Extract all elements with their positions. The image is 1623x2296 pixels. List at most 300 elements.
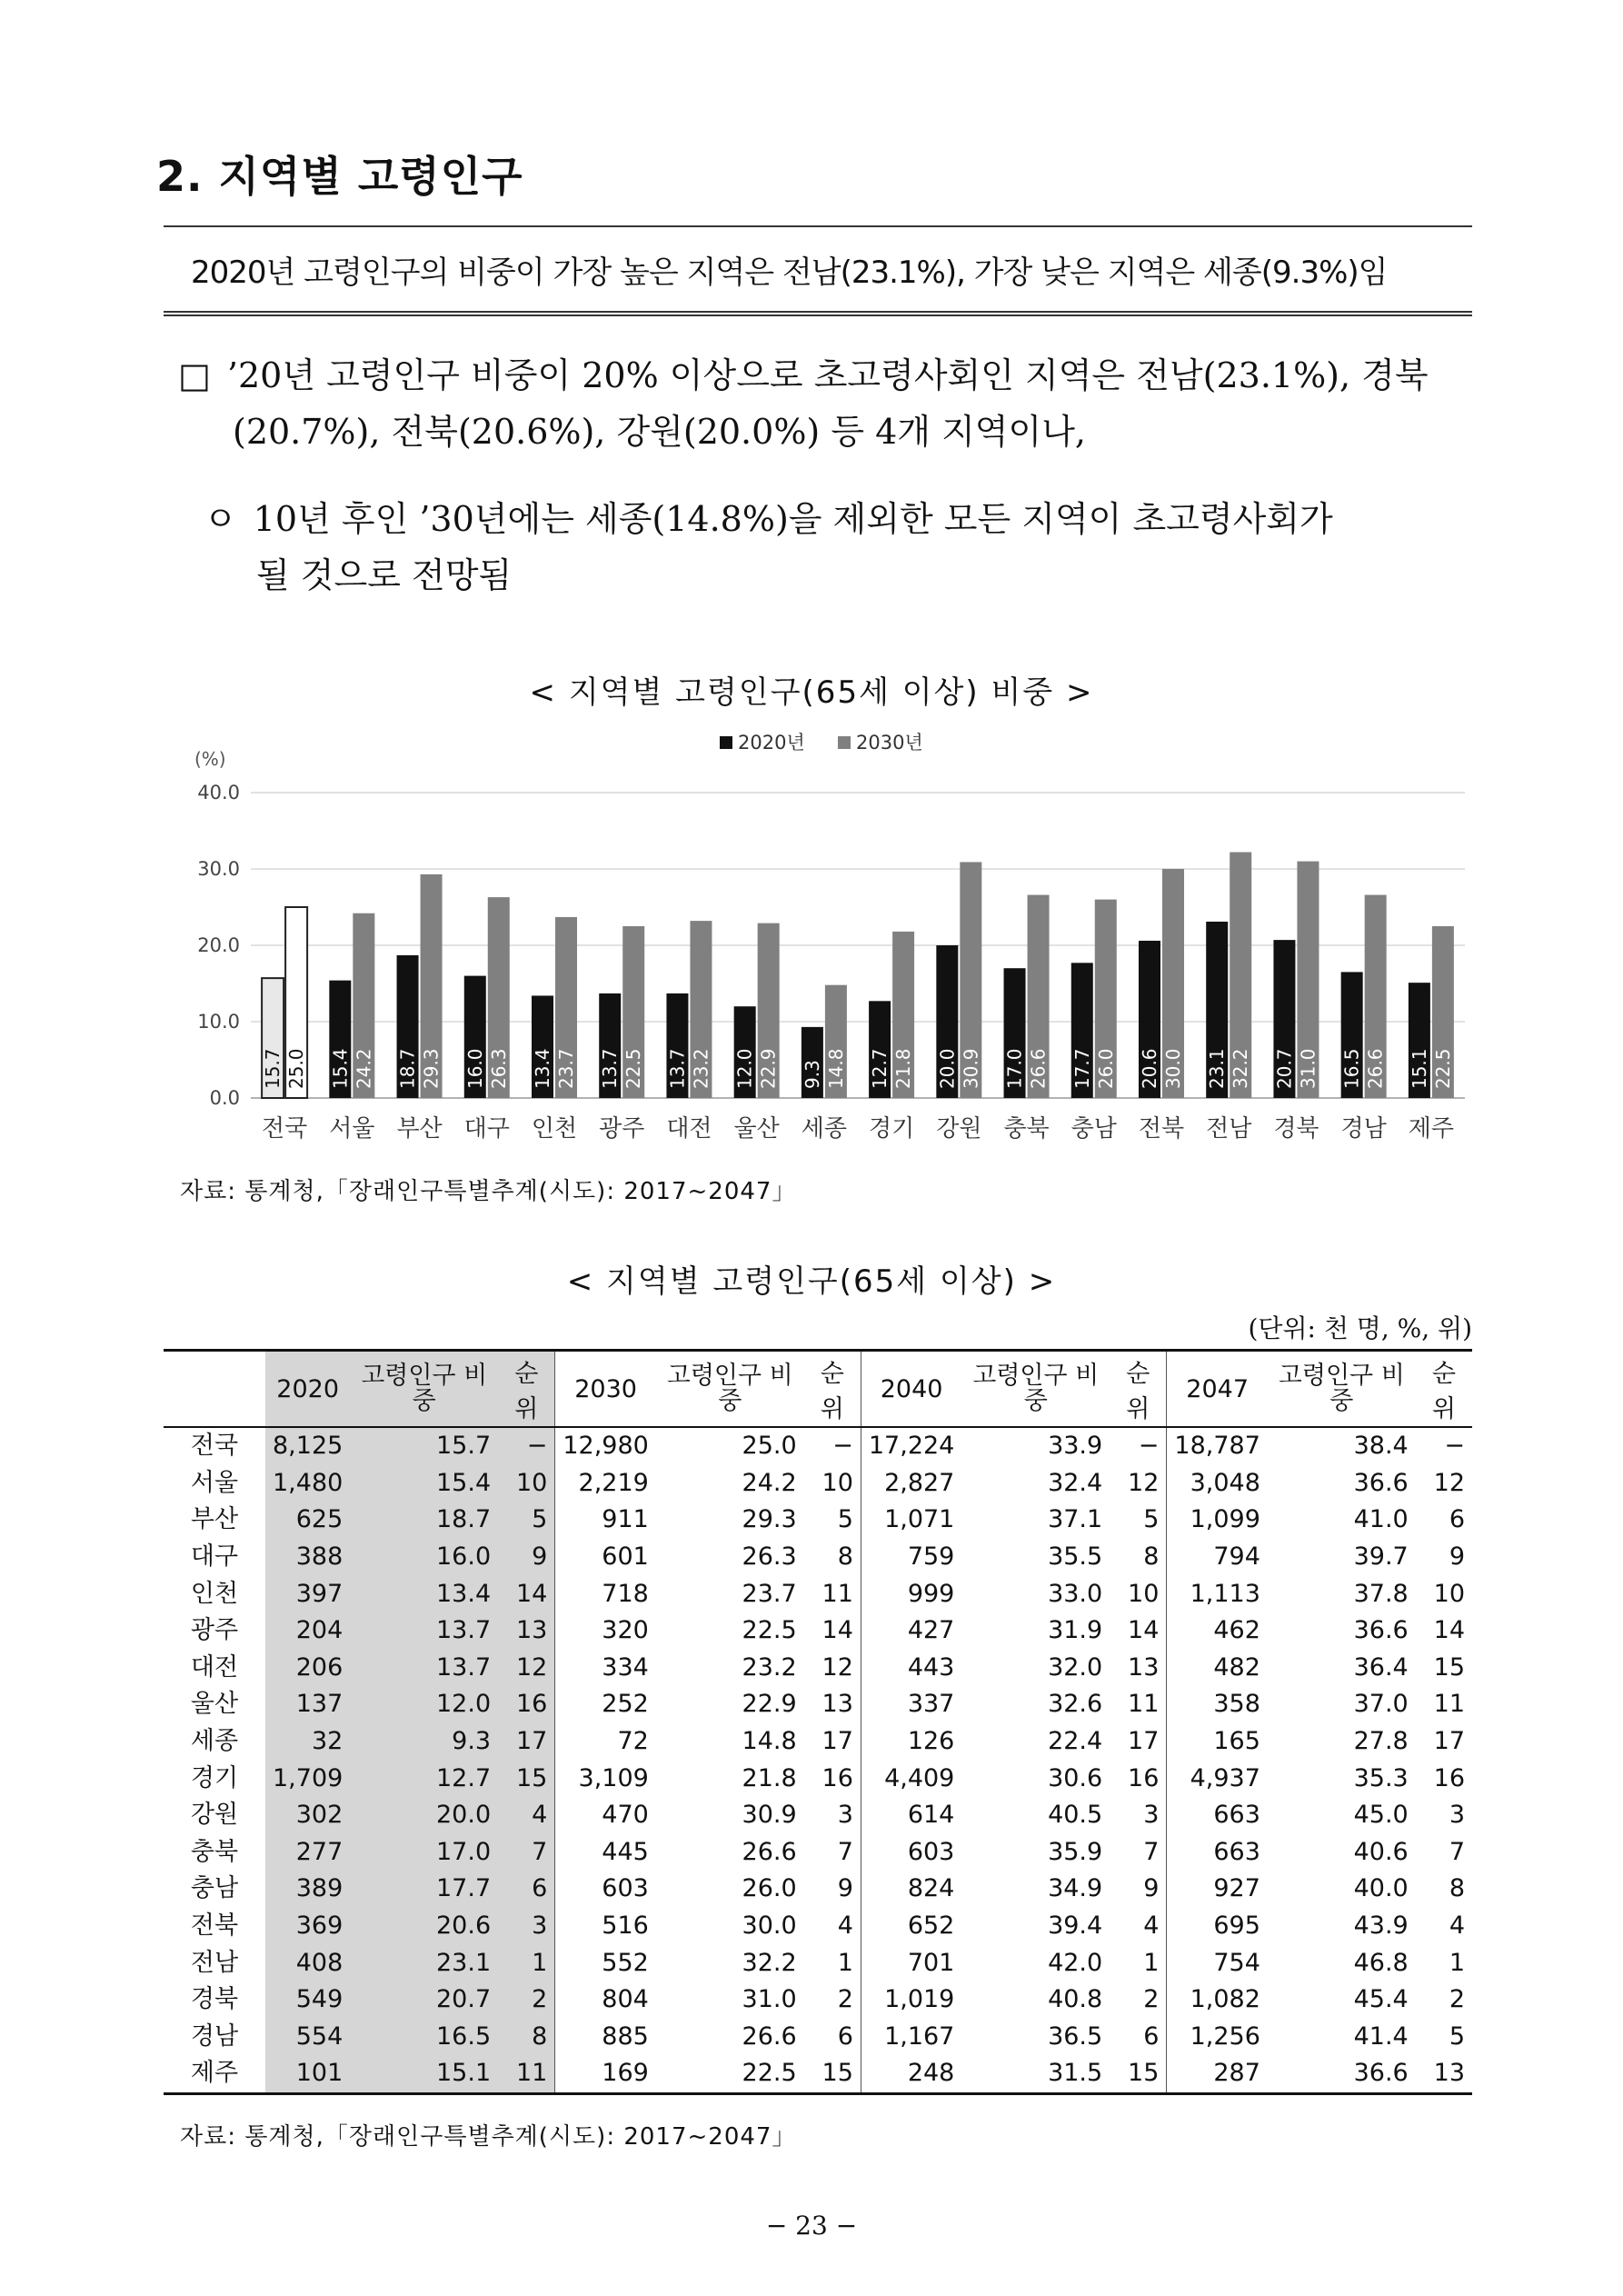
x-tick-label: 강원	[936, 1115, 982, 1143]
value-cell: 20.7	[350, 1982, 498, 2019]
value-cell: 445	[555, 1834, 656, 1872]
value-cell: 42.0	[1048, 1948, 1103, 1977]
value-cell: 16	[1128, 1763, 1160, 1792]
data-label: 13.7	[599, 1048, 622, 1089]
value-cell: 30.6	[1048, 1763, 1103, 1792]
value-cell: 14	[1433, 1616, 1465, 1645]
value-cell: 718	[555, 1575, 656, 1612]
value-cell: 759	[861, 1539, 961, 1576]
value-cell: 5	[837, 1505, 853, 1534]
value-cell: 9	[1449, 1542, 1465, 1572]
value-cell: 126	[861, 1723, 961, 1761]
value-cell: 12	[1128, 1468, 1160, 1497]
header-2040: 2040	[861, 1351, 961, 1428]
value-cell: 603	[555, 1871, 656, 1908]
value-cell: 40.0	[1353, 1874, 1409, 1903]
table-row	[164, 2019, 1472, 2056]
y-tick-label: 20.0	[197, 934, 240, 956]
x-tick-label: 전남	[1206, 1115, 1252, 1143]
value-cell: 32.4	[1048, 1468, 1103, 1497]
value-cell: 36.5	[1048, 2021, 1103, 2051]
value-cell: 36.6	[1268, 2055, 1416, 2093]
value-cell: 26.6	[742, 1837, 797, 1866]
data-label: 21.8	[892, 1048, 915, 1089]
value-cell: 462	[1167, 1612, 1268, 1650]
region-cell: 인천	[190, 1579, 239, 1608]
value-cell: 614	[861, 1797, 961, 1834]
value-cell: 701	[861, 1944, 961, 1982]
table-row	[164, 1982, 1472, 2019]
value-cell: 1,709	[265, 1760, 350, 1797]
value-cell: 6	[498, 1871, 555, 1908]
data-label: 25.0	[285, 1048, 308, 1089]
value-cell: 20.6	[350, 1908, 498, 1945]
table-row	[164, 1871, 1472, 1908]
value-cell: 39.7	[1353, 1542, 1409, 1572]
value-cell: 9	[837, 1874, 853, 1903]
value-cell: 36.4	[1353, 1652, 1409, 1682]
x-tick-label: 대전	[666, 1115, 712, 1143]
x-tick-label: 경북	[1273, 1115, 1319, 1143]
data-label: 15.7	[262, 1048, 284, 1089]
value-cell: 45.0	[1353, 1801, 1409, 1830]
value-cell: 35.5	[1048, 1542, 1103, 1572]
value-cell: 8	[498, 2019, 555, 2056]
value-cell: 408	[265, 1944, 350, 1982]
paragraph-1	[178, 347, 1487, 460]
value-cell: 32.0	[1048, 1652, 1103, 1682]
value-cell: 695	[1167, 1908, 1268, 1945]
value-cell: 1	[837, 1948, 853, 1977]
value-cell: 754	[1167, 1944, 1268, 1982]
value-cell: 6	[1143, 2021, 1160, 2051]
data-label: 14.8	[824, 1048, 847, 1089]
data-label: 17.7	[1070, 1048, 1093, 1089]
value-cell: 2	[1449, 1985, 1465, 2014]
data-label: 32.2	[1230, 1048, 1252, 1089]
value-cell: 14	[498, 1575, 555, 1612]
value-cell: 824	[861, 1871, 961, 1908]
value-cell: 11	[1433, 1690, 1465, 1719]
y-tick-label: 40.0	[197, 782, 240, 804]
data-label: 18.7	[396, 1048, 419, 1089]
value-cell: 36.6	[1353, 1468, 1409, 1497]
value-cell: 17	[1433, 1727, 1465, 1756]
value-cell: 2	[1143, 1985, 1160, 2014]
table-unit: (단위: 천 명, %, 위)	[1248, 1313, 1472, 1343]
value-cell: 5	[498, 1502, 555, 1539]
value-cell: 18,787	[1167, 1427, 1268, 1465]
region-cell: 전국	[190, 1432, 239, 1461]
circle-marker: ㅇ	[204, 499, 237, 539]
region-cell: 충북	[190, 1837, 239, 1866]
value-cell: 603	[861, 1834, 961, 1872]
value-cell: 23.1	[350, 1944, 498, 1982]
value-cell: 24.2	[742, 1468, 797, 1497]
region-cell: 서울	[190, 1468, 239, 1497]
x-tick-label: 광주	[599, 1115, 645, 1143]
value-cell: 443	[861, 1650, 961, 1687]
table-row	[164, 1908, 1472, 1945]
paragraph-2-line-2: 될 것으로 전망됨	[256, 555, 513, 595]
value-cell: 34.9	[1048, 1874, 1103, 1903]
value-cell: 23.7	[742, 1579, 797, 1608]
y-tick-label: 0.0	[209, 1087, 240, 1109]
value-cell: 12	[1433, 1468, 1465, 1497]
value-cell: 2,219	[555, 1465, 656, 1502]
value-cell: 30.9	[742, 1801, 797, 1830]
data-label: 17.0	[1003, 1048, 1026, 1089]
value-cell: 625	[265, 1502, 350, 1539]
table-row	[164, 2055, 1472, 2093]
value-cell: 14.8	[742, 1727, 797, 1756]
x-tick-label: 전국	[261, 1115, 308, 1143]
paragraph-2-line-1: 10년 후인 ’30년에는 세종(14.8%)을 제외한 모든 지역이 초고령사회가	[253, 499, 1333, 539]
header-2030-share	[656, 1351, 804, 1428]
header-2020: 2020	[265, 1351, 350, 1428]
value-cell: 9	[498, 1539, 555, 1576]
table-row	[164, 1723, 1472, 1761]
value-cell: 16	[498, 1686, 555, 1723]
data-label: 24.2	[353, 1048, 375, 1089]
value-cell: 8	[1449, 1874, 1465, 1903]
value-cell: 10	[1128, 1579, 1160, 1608]
data-label: 16.0	[463, 1048, 486, 1089]
value-cell: 17,224	[861, 1427, 961, 1465]
value-cell: 17	[821, 1727, 853, 1756]
value-cell: 7	[1143, 1837, 1160, 1866]
value-cell: 3,048	[1167, 1465, 1268, 1502]
value-cell: 9	[1143, 1874, 1160, 1903]
data-label: 22.5	[622, 1048, 645, 1089]
data-label: 15.1	[1408, 1048, 1430, 1089]
header-2020-rank: 순위	[498, 1351, 555, 1428]
value-cell: 389	[265, 1871, 350, 1908]
value-cell: 31.0	[742, 1985, 797, 2014]
x-tick-label: 부산	[396, 1115, 443, 1143]
value-cell: 7	[1449, 1837, 1465, 1866]
value-cell: 15.7	[350, 1427, 498, 1465]
region-cell: 대전	[190, 1652, 239, 1682]
value-cell: 516	[555, 1908, 656, 1945]
value-cell: 21.8	[742, 1763, 797, 1792]
value-cell: 397	[265, 1575, 350, 1612]
value-cell: 17	[1128, 1727, 1160, 1756]
value-cell: 3	[837, 1801, 853, 1830]
value-cell: 369	[265, 1908, 350, 1945]
value-cell: 22.4	[1048, 1727, 1103, 1756]
x-tick-label: 경기	[868, 1115, 915, 1143]
value-cell: 33.0	[1048, 1579, 1103, 1608]
region-cell: 경남	[190, 2021, 239, 2051]
value-cell: 8	[837, 1542, 853, 1572]
header-region	[164, 1351, 265, 1428]
value-cell: 12.0	[350, 1686, 498, 1723]
value-cell: 169	[555, 2055, 656, 2093]
value-cell: 40.5	[1048, 1801, 1103, 1830]
checkbox-marker: □	[178, 355, 211, 395]
bar-chart	[164, 724, 1472, 1169]
region-cell: 경기	[190, 1763, 239, 1792]
value-cell: 13.7	[350, 1650, 498, 1687]
x-tick-label: 제주	[1408, 1115, 1455, 1143]
value-cell: 16	[821, 1763, 853, 1792]
value-cell: 3	[1143, 1801, 1160, 1830]
value-cell: 3	[498, 1908, 555, 1945]
value-cell: 14	[1128, 1616, 1160, 1645]
value-cell: 35.9	[1048, 1837, 1103, 1866]
data-label: 20.6	[1139, 1048, 1160, 1089]
value-cell: 33.9	[1048, 1432, 1103, 1461]
data-label: 22.9	[757, 1048, 780, 1089]
header-2020-share	[350, 1351, 498, 1428]
data-label: 20.0	[936, 1048, 959, 1089]
table-title: < 지역별 고령인구(65세 이상) >	[566, 1263, 1057, 1300]
x-tick-label: 인천	[531, 1115, 578, 1143]
value-cell: 46.8	[1353, 1948, 1409, 1977]
value-cell: 101	[265, 2055, 350, 2093]
value-cell: 137	[265, 1686, 350, 1723]
value-cell: 10	[498, 1465, 555, 1502]
data-label: 9.3	[801, 1060, 823, 1089]
region-cell: 제주	[164, 2055, 265, 2093]
data-label: 30.0	[1162, 1048, 1184, 1089]
value-cell: 37.8	[1353, 1579, 1409, 1608]
value-cell: 1,113	[1167, 1575, 1268, 1612]
value-cell: 334	[555, 1650, 656, 1687]
value-cell: 15.1	[350, 2055, 498, 2093]
value-cell: 39.4	[1048, 1912, 1103, 1941]
value-cell: 1,071	[861, 1502, 961, 1539]
value-cell: 15	[804, 2055, 861, 2093]
y-tick-label: 10.0	[197, 1011, 240, 1033]
value-cell: 1,099	[1167, 1502, 1268, 1539]
value-cell: 2	[498, 1982, 555, 2019]
header-2040-share	[961, 1351, 1110, 1428]
value-cell: 549	[265, 1982, 350, 2019]
value-cell: 911	[555, 1502, 656, 1539]
section-title: 2. 지역별 고령인구	[156, 152, 523, 201]
value-cell: 27.8	[1353, 1727, 1409, 1756]
value-cell: 32.2	[742, 1948, 797, 1977]
data-label: 26.3	[487, 1048, 510, 1089]
region-cell: 대구	[190, 1542, 239, 1572]
legend-swatch-2020	[720, 736, 732, 749]
header-2047: 2047	[1167, 1351, 1268, 1428]
data-label: 16.5	[1340, 1048, 1363, 1089]
header-2040-rank: 순위	[1110, 1351, 1167, 1428]
value-cell: 12	[821, 1652, 853, 1682]
header-2030-share-label: 고령인구 비중	[666, 1362, 793, 1415]
value-cell: 358	[1167, 1686, 1268, 1723]
y-tick-label: 30.0	[197, 858, 240, 880]
value-cell: 337	[861, 1686, 961, 1723]
value-cell: 1	[1143, 1948, 1160, 1977]
value-cell: 4,937	[1167, 1760, 1268, 1797]
header-2047-share	[1268, 1351, 1416, 1428]
value-cell: 15	[1433, 1652, 1465, 1682]
value-cell: 16	[1433, 1763, 1465, 1792]
value-cell: 16.0	[350, 1539, 498, 1576]
x-tick-label: 울산	[733, 1115, 780, 1143]
header-2047-rank: 순위	[1416, 1351, 1472, 1428]
y-unit-label: (%)	[194, 748, 226, 770]
value-cell: 1,167	[861, 2019, 961, 2056]
value-cell: 1,019	[861, 1982, 961, 2019]
value-cell: 22.5	[742, 1616, 797, 1645]
chart-source: 자료: 통계청,「장래인구특별추계(시도): 2017~2047」	[180, 1178, 797, 1205]
value-cell: 7	[837, 1837, 853, 1866]
value-cell: 72	[555, 1723, 656, 1761]
value-cell: 22.5	[656, 2055, 804, 2093]
value-cell: 29.3	[742, 1505, 797, 1534]
value-cell: 4,409	[861, 1760, 961, 1797]
table-row	[164, 1650, 1472, 1687]
value-cell: 3	[1449, 1801, 1465, 1830]
data-label: 29.3	[420, 1048, 443, 1089]
region-cell: 전남	[190, 1948, 239, 1977]
value-cell: 8	[1143, 1542, 1160, 1572]
value-cell: 17.0	[350, 1834, 498, 1872]
data-label: 23.7	[555, 1048, 577, 1089]
value-cell: 206	[265, 1650, 350, 1687]
value-cell: 41.0	[1353, 1505, 1409, 1534]
region-cell: 강원	[190, 1801, 239, 1830]
value-cell: 22.9	[742, 1690, 797, 1719]
legend-swatch-2030	[838, 736, 851, 749]
table-row	[164, 1612, 1472, 1650]
value-cell: 23.2	[742, 1652, 797, 1682]
data-label: 15.4	[329, 1048, 352, 1089]
value-cell: 11	[1128, 1690, 1160, 1719]
value-cell: 794	[1167, 1539, 1268, 1576]
value-cell: 32	[265, 1723, 350, 1761]
region-cell: 부산	[190, 1505, 239, 1534]
table-row	[164, 1797, 1472, 1834]
value-cell: 12.7	[350, 1760, 498, 1797]
data-label: 23.1	[1206, 1048, 1229, 1089]
page-number: − 23 −	[765, 2211, 858, 2241]
value-cell: 45.4	[1353, 1985, 1409, 2014]
value-cell: 25.0	[742, 1432, 797, 1461]
header-2040-share-label: 고령인구 비중	[972, 1362, 1100, 1415]
value-cell: 10	[1433, 1579, 1465, 1608]
value-cell: 11	[498, 2055, 555, 2093]
value-cell: 15.4	[350, 1465, 498, 1502]
value-cell: 31.5	[961, 2055, 1110, 2093]
value-cell: 10	[821, 1468, 853, 1497]
value-cell: 601	[555, 1539, 656, 1576]
x-tick-label: 충남	[1070, 1115, 1117, 1143]
value-cell: 804	[555, 1982, 656, 2019]
value-cell: 2,827	[861, 1465, 961, 1502]
header-2020-share-label: 고령인구 비중	[361, 1362, 488, 1415]
paragraph-1-line-2: (20.7%), 전북(20.6%), 강원(20.0%) 등 4개 지역이나,	[233, 412, 1086, 452]
legend-label: 2020년	[738, 732, 805, 754]
value-cell: 927	[1167, 1871, 1268, 1908]
data-label: 22.5	[1431, 1048, 1454, 1089]
table-row	[164, 1944, 1472, 1982]
value-cell: 13	[498, 1612, 555, 1650]
value-cell: −	[832, 1432, 853, 1461]
value-cell: 652	[861, 1908, 961, 1945]
chart-title: < 지역별 고령인구(65세 이상) 비중 >	[529, 674, 1094, 711]
value-cell: 13	[1128, 1652, 1160, 1682]
table-row	[164, 1502, 1472, 1539]
value-cell: −	[1138, 1432, 1160, 1461]
data-label: 26.0	[1094, 1048, 1117, 1089]
value-cell: 36.6	[1353, 1616, 1409, 1645]
value-cell: 13	[1416, 2055, 1472, 2093]
value-cell: 12	[498, 1650, 555, 1687]
value-cell: 663	[1167, 1797, 1268, 1834]
value-cell: 388	[265, 1539, 350, 1576]
value-cell: 17	[498, 1723, 555, 1761]
value-cell: 1	[1449, 1948, 1465, 1977]
value-cell: 287	[1167, 2055, 1268, 2093]
value-cell: 30.0	[742, 1912, 797, 1941]
value-cell: 31.9	[1048, 1616, 1103, 1645]
value-cell: 41.4	[1353, 2021, 1409, 2051]
value-cell: 7	[498, 1834, 555, 1872]
data-label: 23.2	[690, 1048, 712, 1089]
value-cell: 427	[861, 1612, 961, 1650]
value-cell: 4	[1449, 1912, 1465, 1941]
summary-text: 2020년 고령인구의 비중이 가장 높은 지역은 전남(23.1%), 가장 낮은 지역은 세종(9.3%)임	[191, 255, 1388, 291]
value-cell: 277	[265, 1834, 350, 1872]
x-tick-label: 경남	[1340, 1115, 1387, 1143]
value-cell: 26.6	[742, 2021, 797, 2051]
value-cell: 3,109	[555, 1760, 656, 1797]
value-cell: 15	[1110, 2055, 1167, 2093]
value-cell: 4	[1143, 1912, 1160, 1941]
data-label: 26.6	[1027, 1048, 1050, 1089]
value-cell: 320	[555, 1612, 656, 1650]
value-cell: 5	[1449, 2021, 1465, 2051]
data-label: 12.0	[733, 1048, 756, 1089]
x-tick-label: 전북	[1138, 1115, 1185, 1143]
value-cell: 32.6	[1048, 1690, 1103, 1719]
data-label: 26.6	[1364, 1048, 1387, 1089]
paragraph-1-line-1: ’20년 고령인구 비중이 20% 이상으로 초고령사회인 지역은 전남(23.1%), 경북	[226, 355, 1429, 395]
value-cell: 35.3	[1353, 1763, 1409, 1792]
region-cell: 광주	[190, 1616, 239, 1645]
region-cell: 충남	[190, 1874, 239, 1903]
value-cell: 1,480	[265, 1465, 350, 1502]
header-2030: 2030	[555, 1351, 656, 1428]
region-cell: 세종	[190, 1727, 239, 1756]
table-row	[164, 1465, 1472, 1502]
value-cell: 18.7	[350, 1502, 498, 1539]
value-cell: 552	[555, 1944, 656, 1982]
value-cell: 4	[498, 1797, 555, 1834]
value-cell: 15	[498, 1760, 555, 1797]
value-cell: 1	[498, 1944, 555, 1982]
value-cell: 165	[1167, 1723, 1268, 1761]
value-cell: 5	[1143, 1505, 1160, 1534]
value-cell: 6	[837, 2021, 853, 2051]
value-cell: 470	[555, 1797, 656, 1834]
paragraph-2	[204, 491, 1485, 604]
value-cell: 1,082	[1167, 1982, 1268, 2019]
region-cell: 전북	[190, 1912, 239, 1941]
data-label: 12.7	[869, 1048, 891, 1089]
value-cell: 252	[555, 1686, 656, 1723]
header-2030-rank: 순위	[804, 1351, 861, 1428]
region-cell: 경북	[190, 1985, 239, 2014]
value-cell: 13	[821, 1690, 853, 1719]
x-tick-label: 대구	[463, 1115, 510, 1143]
